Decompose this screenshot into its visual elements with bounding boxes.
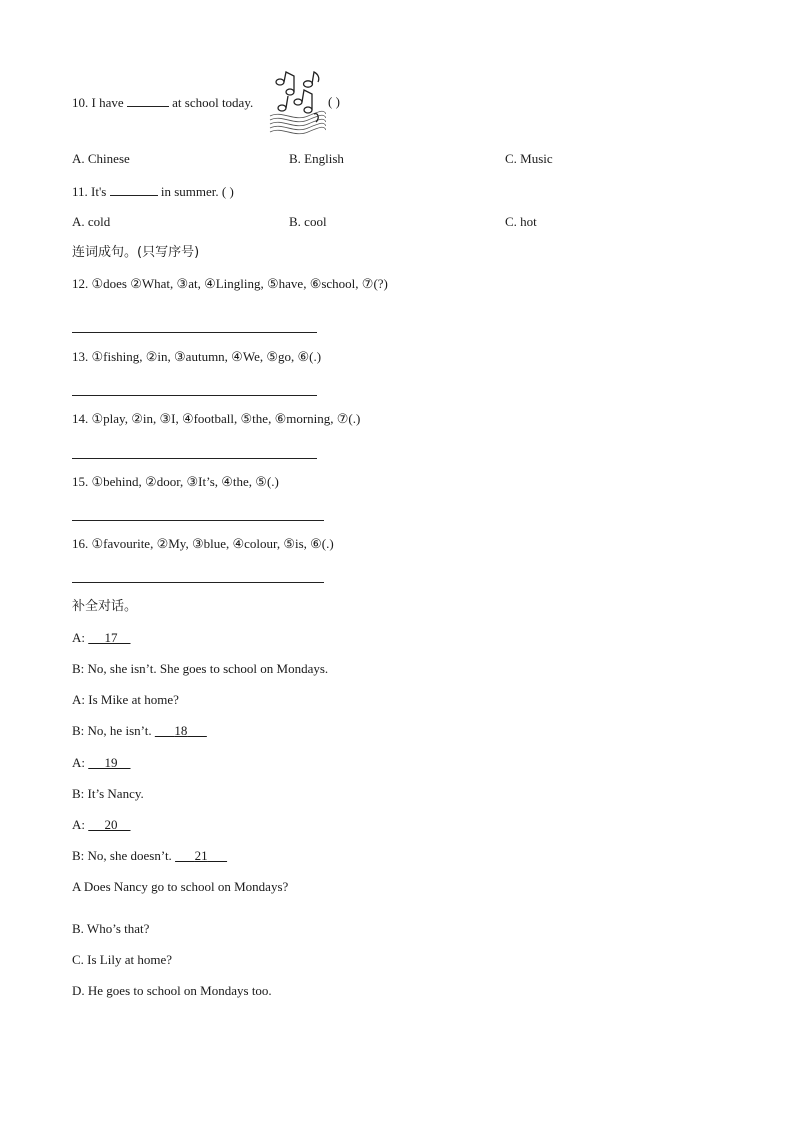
dialogue-text: No, she doesn’t. <box>87 848 172 863</box>
dialogue-text: It’s Nancy. <box>87 786 144 801</box>
answer-line-16[interactable] <box>72 582 324 583</box>
section-title-reorder: 连词成句。(只写序号) <box>72 245 200 260</box>
dialogue-line-8 <box>72 848 227 864</box>
dialogue-text: No, he isn’t. <box>87 723 152 738</box>
q11-option-c[interactable]: C. hot <box>505 214 537 229</box>
q10-answer-paren[interactable]: ( ) <box>328 94 340 109</box>
dialogue-blank-20[interactable]: 20 <box>104 817 118 832</box>
dialogue-line-2 <box>72 661 328 677</box>
speaker: A: <box>72 630 85 645</box>
dialogue-line-6 <box>72 786 144 802</box>
dialogue-blank-18[interactable]: 18 <box>174 723 188 738</box>
speaker: B: <box>72 661 85 676</box>
q11-prefix: 11. It's <box>72 184 107 199</box>
speaker: A: <box>72 692 85 707</box>
q10-suffix: at school today. <box>172 95 254 110</box>
dialogue-blank-19[interactable]: 19 <box>104 755 118 770</box>
q11-blank[interactable] <box>110 183 158 196</box>
q10-option-c[interactable]: C. Music <box>505 151 553 166</box>
dialogue-option-c[interactable]: C. Is Lily at home? <box>72 952 173 967</box>
dialogue-text: Is Mike at home? <box>88 692 179 707</box>
q10-prefix: 10. I have <box>72 95 124 110</box>
section-title-dialogue: 补全对话。 <box>72 599 138 614</box>
speaker: A: <box>72 817 85 832</box>
question-13: 13. ①fishing, ②in, ③autumn, ④We, ⑤go, ⑥(.) <box>72 349 322 364</box>
q10-blank[interactable] <box>127 94 169 107</box>
dialogue-line-1 <box>72 630 131 646</box>
dialogue-line-7 <box>72 817 131 833</box>
speaker: B: <box>72 848 85 863</box>
dialogue-line-4 <box>72 723 207 739</box>
dialogue-text: No, she isn’t. She goes to school on Mondays. <box>87 661 329 676</box>
dialogue-option-a[interactable]: A Does Nancy go to school on Mondays? <box>72 879 289 894</box>
question-12: 12. ①does ②What, ③at, ④Lingling, ⑤have, ⑥school, ⑦(?) <box>72 276 388 291</box>
q10-option-a[interactable]: A. Chinese <box>72 151 130 166</box>
dialogue-blank-17[interactable]: 17 <box>104 630 118 645</box>
question-15: 15. ①behind, ②door, ③It’s, ④the, ⑤(.) <box>72 474 279 489</box>
speaker: B: <box>72 786 85 801</box>
dialogue-option-b[interactable]: B. Who’s that? <box>72 921 150 936</box>
answer-line-14[interactable] <box>72 458 317 459</box>
dialogue-option-d[interactable]: D. He goes to school on Mondays too. <box>72 983 272 998</box>
question-16: 16. ①favourite, ②My, ③blue, ④colour, ⑤is, ⑥(.) <box>72 536 334 551</box>
question-14: 14. ①play, ②in, ③I, ④football, ⑤the, ⑥morning, ⑦(.) <box>72 411 361 426</box>
speaker: B: <box>72 723 85 738</box>
dialogue-blank-21[interactable]: 21 <box>194 848 208 863</box>
question-11 <box>72 183 234 200</box>
speaker: A: <box>72 755 85 770</box>
music-notes-picture <box>268 70 326 138</box>
q11-option-b[interactable]: B. cool <box>289 214 327 229</box>
answer-line-15[interactable] <box>72 520 324 521</box>
answer-line-12[interactable] <box>72 332 317 333</box>
q10-option-b[interactable]: B. English <box>289 151 344 166</box>
answer-line-13[interactable] <box>72 395 317 396</box>
dialogue-line-5 <box>72 755 131 771</box>
q11-option-a[interactable]: A. cold <box>72 214 111 229</box>
question-10 <box>72 94 253 111</box>
dialogue-line-3 <box>72 692 179 708</box>
q11-suffix: in summer. ( ) <box>160 184 234 199</box>
